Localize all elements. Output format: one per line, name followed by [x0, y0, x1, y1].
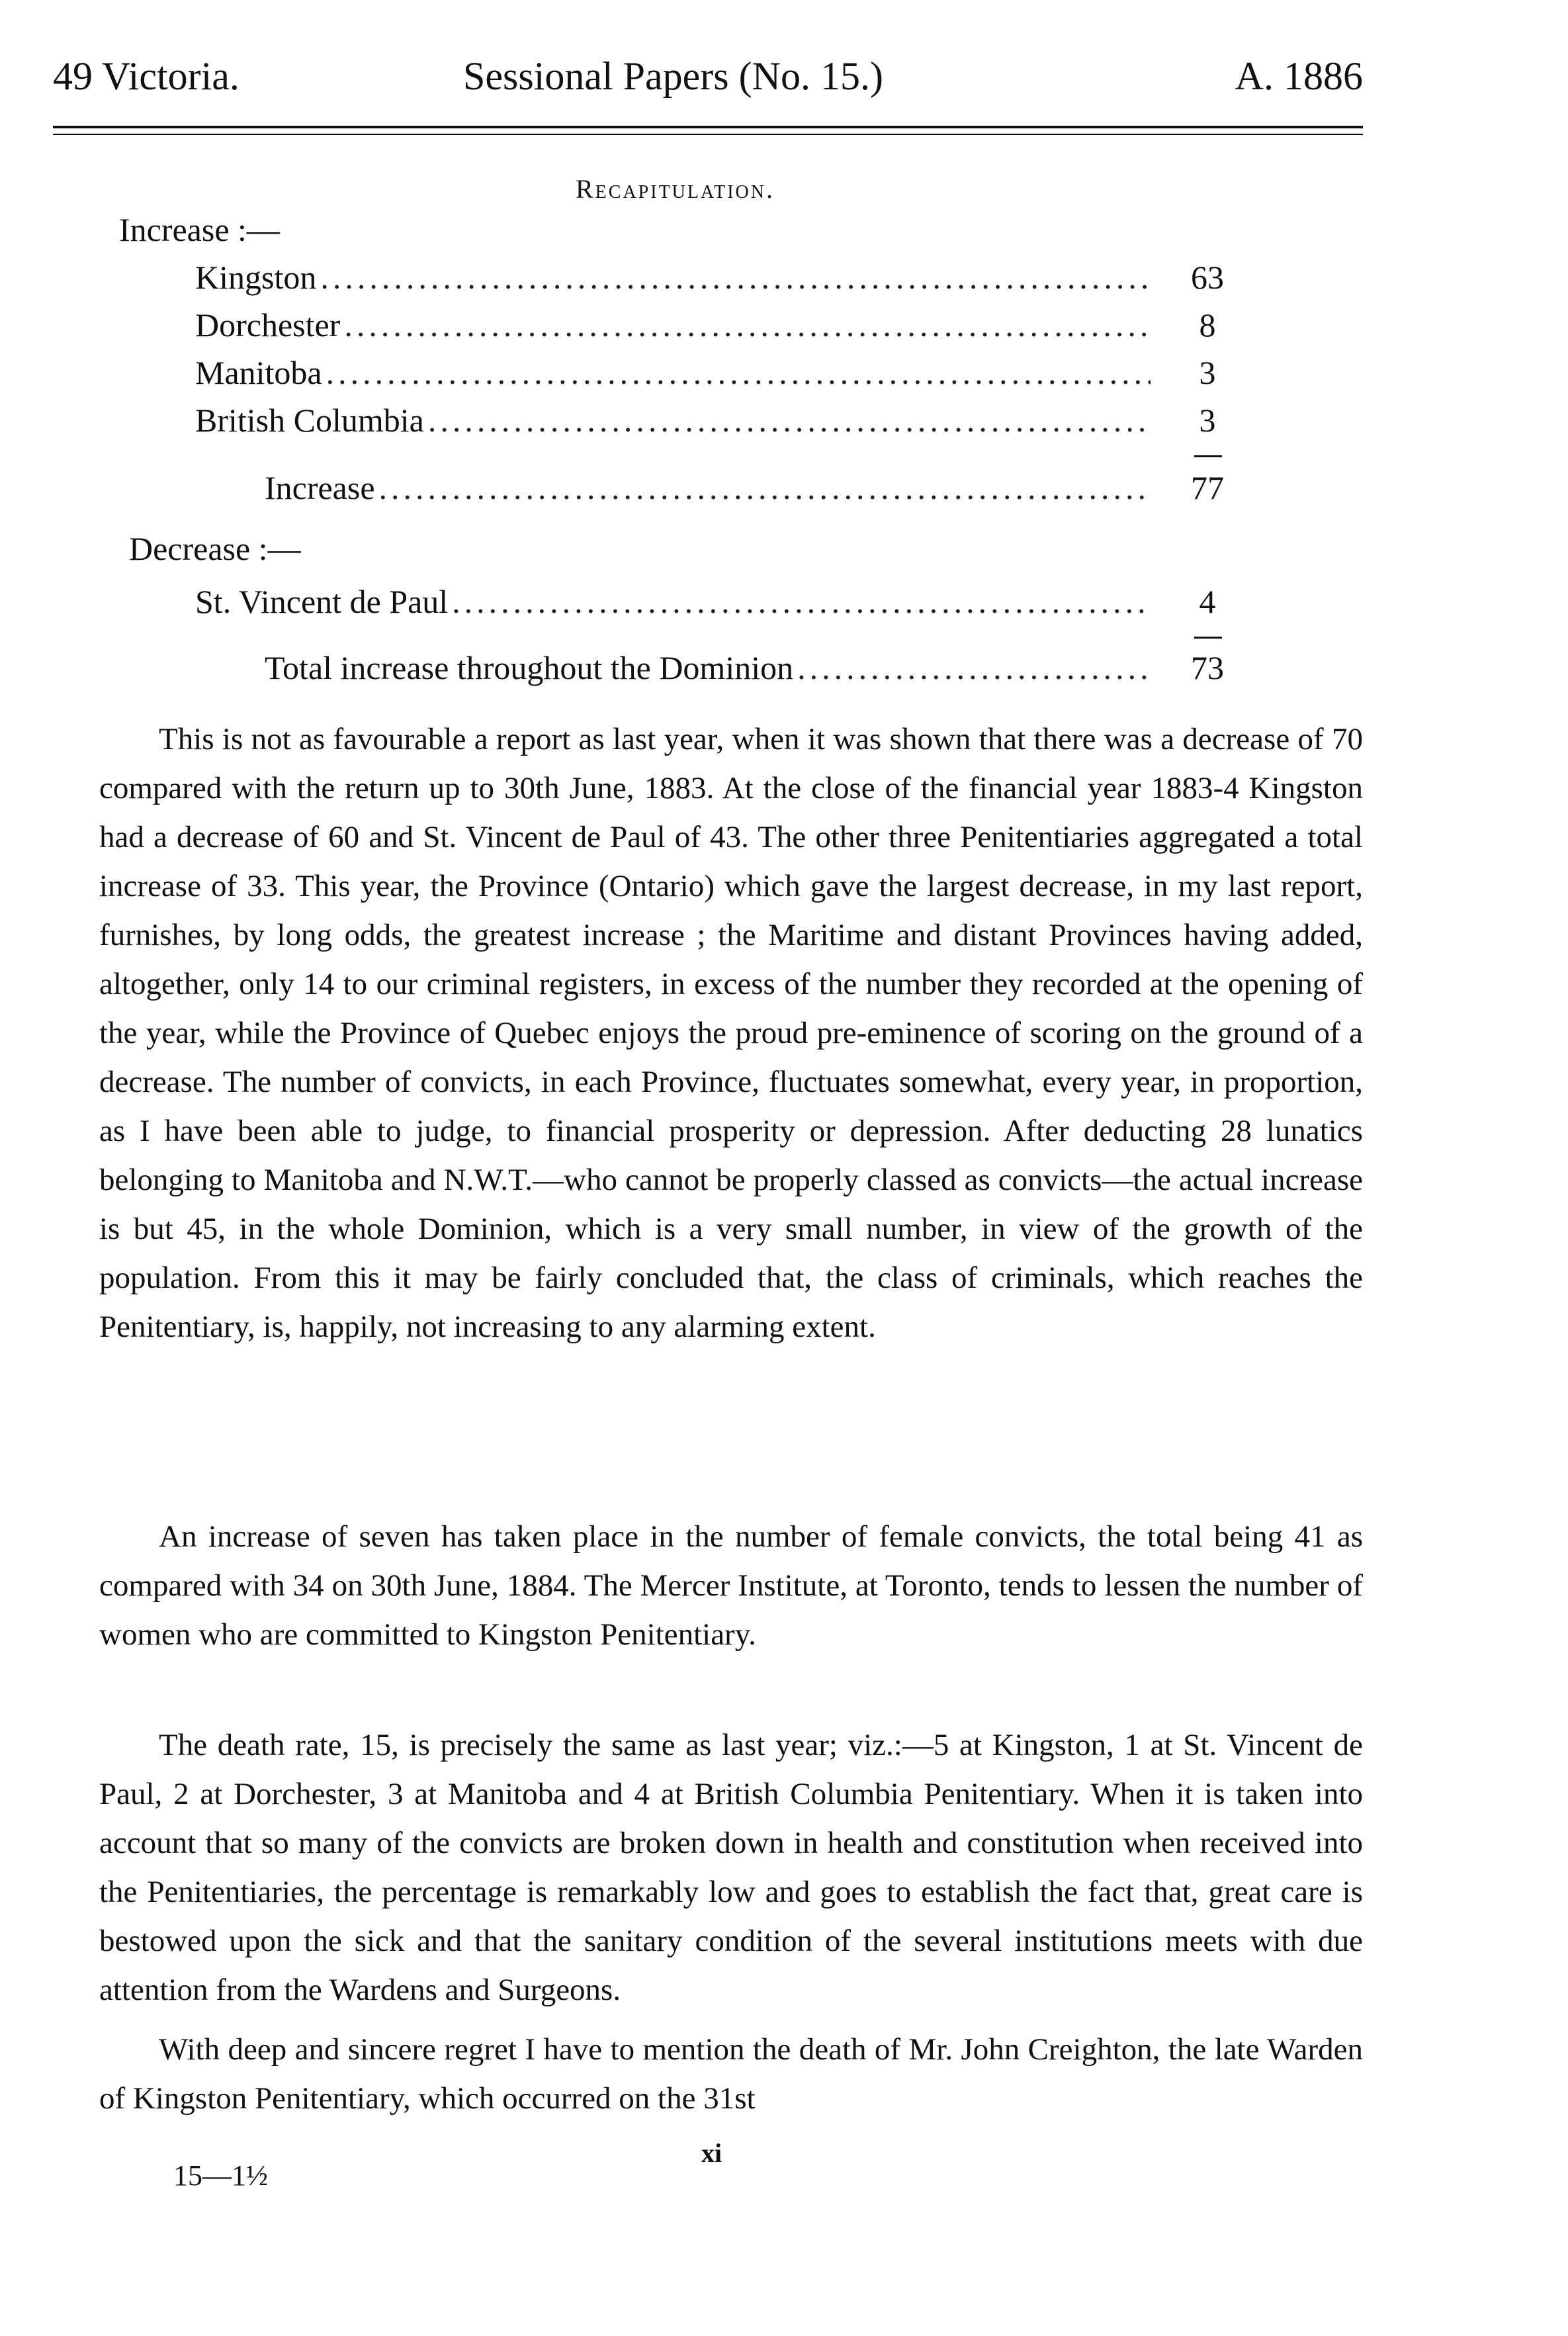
- grand-total-label: Total increase throughout the Dominion: [265, 649, 794, 686]
- recap-row: [195, 401, 1154, 439]
- header-volume: 49 Victoria.: [53, 54, 240, 98]
- page-number: xi: [701, 2138, 722, 2168]
- leader-dots: [344, 306, 1151, 344]
- recap-row-label: Dorchester: [195, 306, 341, 343]
- decrease-heading: Decrease :—: [129, 530, 301, 567]
- paragraph: This is not as favourable a report as last year, when it was shown that there was a decrease of 70 compared with the return up to 30th June, 1883. At the close of the financial year 1883-4 Kingston had a decrease of 60 and St. Vincent de Paul of 43. The other three Penitentiaries aggregated a total increase of 33. This year, the Province (Ontario) which gave the largest decrease, in my last report, furnishes, by long odds, the greatest increase ; the Maritime and distant Provinces having added, altogether, only 14 to our criminal registers, in excess of the number they recorded at the opening of the year, while the Province of Quebec enjoys the proud pre-eminence of scoring on the ground of a decrease. The number of convicts, in each Province, fluctuates somewhat, every year, in proportion, as I have been able to judge, to financial prosperity or depression. After deducting 28 lunatics belonging to Manitoba and N.W.T.—who cannot be properly classed as convicts—the actual increase is but 45, in the whole Dominion, which is a very small number, in view of the growth of the population. From this it may be fairly concluded that, the class of criminals, which reaches the Penitentiary, is, happily, not increasing to any alarming extent.: [99, 722, 1363, 1344]
- leader-dots: [428, 401, 1151, 439]
- page-header: [53, 40, 1363, 112]
- paragraph: An increase of seven has taken place in the number of female convicts, the total being 41 as compared with 34 on 30th June, 1884. The Mercer Institute, at Toronto, tends to lessen the number of women who are committed to Kingston Penitentiary.: [99, 1519, 1363, 1652]
- paragraph: With deep and sincere regret I have to mention the death of Mr. John Creighton, the late Warden of Kingston Penitentiary, which occurred on the 31st: [99, 2032, 1363, 2116]
- recap-title: Recapitulation.: [576, 174, 775, 204]
- paragraph: The death rate, 15, is precisely the same as last year; viz.:—5 at Kingston, 1 at St. Vincent de Paul, 2 at Dorchester, 3 at Manitoba and 4 at British Columbia Penitentiary. When it is taken into account that so many of the convicts are broken down in health and constitution when received into the Penitentiaries, the percentage is remarkably low and goes to establish the fact that, great care is bestowed upon the sick and that the sanitary condition of the several institutions meets with due attention from the Wardens and Surgeons.: [99, 1728, 1363, 2007]
- recap-row-label: Kingston: [195, 259, 317, 296]
- grand-total-row: [265, 649, 1154, 687]
- leader-dots: [320, 258, 1151, 296]
- header-rule: [53, 126, 1363, 128]
- recap-row: [195, 582, 1154, 621]
- increase-total-row: [265, 469, 1154, 507]
- increase-total-label: Increase: [265, 469, 375, 506]
- increase-total-value: 77: [1191, 469, 1224, 506]
- recap-row-value: 3: [1199, 354, 1216, 391]
- recap-row-value: 8: [1199, 306, 1216, 343]
- header-title: Sessional Papers (No. 15.): [463, 54, 883, 98]
- recap-row-value: 63: [1191, 259, 1224, 296]
- leader-dots: [326, 353, 1151, 392]
- sum-rule: [1194, 637, 1222, 639]
- recap-row: [195, 353, 1154, 392]
- recap-row: [195, 306, 1154, 344]
- header-rule-thin: [53, 134, 1363, 135]
- recap-row-value: 4: [1199, 583, 1216, 620]
- recap-row-label: British Columbia: [195, 402, 424, 439]
- recap-row-label: St. Vincent de Paul: [195, 583, 449, 620]
- leader-dots: [452, 582, 1151, 621]
- increase-heading: Increase :—: [119, 211, 280, 248]
- leader-dots: [379, 469, 1151, 507]
- leader-dots: [797, 649, 1151, 687]
- grand-total-value: 73: [1191, 649, 1224, 686]
- header-year: A. 1886: [1235, 54, 1363, 98]
- sum-rule: [1194, 455, 1222, 457]
- signature-mark: 15—1½: [173, 2159, 268, 2192]
- recap-row-value: 3: [1199, 402, 1216, 439]
- recap-row-label: Manitoba: [195, 354, 322, 391]
- recap-row: [195, 258, 1154, 296]
